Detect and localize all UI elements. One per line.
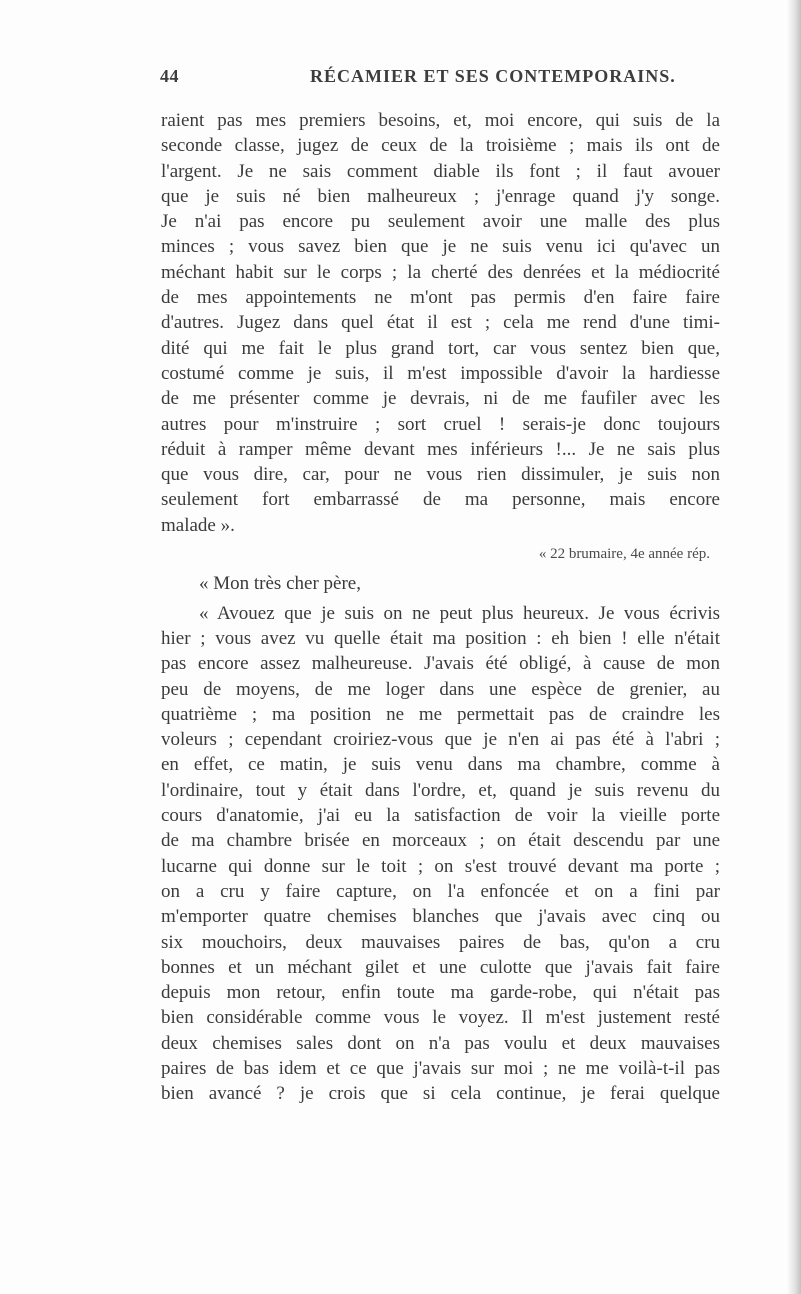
text-line: Je n'ai pas encore pu seulement avoir une malle des plus: [161, 211, 720, 233]
text-line: minces ; vous savez bien que je ne suis venu ici qu'avec un: [161, 236, 720, 258]
text-line: on a cru y faire capture, on l'a enfoncée et on a fini par: [161, 880, 720, 902]
text-line: paires de bas idem et ce que j'avais sur moi ; ne me voilà-t-il pas: [161, 1057, 720, 1079]
page-edge-shadow: [787, 0, 801, 1294]
text-line: de mes appointements ne m'ont pas permis d'en faire faire: [161, 287, 720, 309]
text-line: en effet, ce matin, je suis venu dans ma chambre, comme à: [161, 754, 720, 776]
text-line: « Avouez que je suis on ne peut plus heureux. Je vous écrivis: [199, 602, 720, 624]
text-line: peu de moyens, de me loger dans une espèce de grenier, au: [161, 678, 720, 700]
page-number: 44: [160, 66, 179, 86]
text-line: costumé comme je suis, il m'est impossible d'avoir la hardiesse: [161, 362, 720, 384]
running-title: RÉCAMIER ET SES CONTEMPORAINS.: [310, 66, 676, 86]
text-line: bien avancé ? je crois que si cela continue, je ferai quelque: [161, 1083, 720, 1105]
text-line: lucarne qui donne sur le toit ; on s'est trouvé devant ma porte ;: [161, 855, 720, 877]
text-line: cours d'anatomie, j'ai eu la satisfaction de voir la vieille porte: [161, 805, 720, 827]
text-line: méchant habit sur le corps ; la cherté des denrées et la médiocrité: [161, 261, 720, 283]
page-header: [160, 66, 720, 94]
dateline: « 22 brumaire, 4e année rép.: [538, 546, 710, 563]
body-text: [161, 108, 720, 1107]
text-line: que vous dire, car, pour ne vous rien dissimuler, je suis non: [161, 464, 720, 486]
text-line: raient pas mes premiers besoins, et, moi encore, qui suis de la: [161, 110, 720, 131]
text-line: autres pour m'instruire ; sort cruel ! serais-je donc toujours: [161, 413, 720, 435]
text-line: bien considérable comme vous le voyez. Il m'est justement resté: [161, 1007, 720, 1029]
text-line: d'autres. Jugez dans quel état il est ; cela me rend d'une timi-: [161, 312, 720, 334]
text-line: malade ».: [161, 514, 235, 536]
text-line: voleurs ; cependant croiriez-vous que je n'en ai pas été à l'abri ;: [161, 729, 720, 751]
text-line: que je suis né bien malheureux ; j'enrage quand j'y songe.: [161, 185, 720, 207]
paragraph-2: [161, 601, 720, 1107]
text-line: l'argent. Je ne sais comment diable ils font ; il faut avouer: [161, 160, 720, 182]
text-line: dité qui me fait le plus grand tort, car vous sentez bien que,: [161, 337, 720, 359]
text-line: de ma chambre brisée en morceaux ; on était descendu par une: [161, 830, 720, 852]
text-line: deux chemises sales dont on n'a pas voulu et deux mauvaises: [161, 1032, 720, 1054]
text-line: seulement fort embarrassé de ma personne, mais encore: [161, 489, 720, 511]
text-line: seconde classe, jugez de ceux de la troisième ; mais ils ont de: [161, 135, 720, 157]
text-line: pas encore assez malheureuse. J'avais été obligé, à cause de mon: [161, 653, 720, 675]
salutation: « Mon très cher père,: [199, 573, 361, 595]
text-line: quatrième ; ma position ne me permettait pas de craindre les: [161, 703, 720, 725]
text-line: réduit à ramper même devant mes inférieurs !... Je ne sais plus: [161, 438, 720, 460]
text-line: bonnes et un méchant gilet et une culotte que j'avais fait faire: [161, 956, 720, 978]
text-line: de me présenter comme je devrais, ni de me faufiler avec les: [161, 388, 720, 410]
text-line: hier ; vous avez vu quelle était ma position : eh bien ! elle n'était: [161, 627, 720, 649]
text-line: depuis mon retour, enfin toute ma garde-robe, qui n'était pas: [161, 982, 720, 1004]
text-line: m'emporter quatre chemises blanches que j'avais avec cinq ou: [161, 906, 720, 928]
paragraph-1: [161, 108, 720, 538]
text-line: l'ordinaire, tout y était dans l'ordre, et, quand je suis revenu du: [161, 779, 720, 801]
text-line: six mouchoirs, deux mauvaises paires de bas, qu'on a cru: [161, 931, 720, 953]
